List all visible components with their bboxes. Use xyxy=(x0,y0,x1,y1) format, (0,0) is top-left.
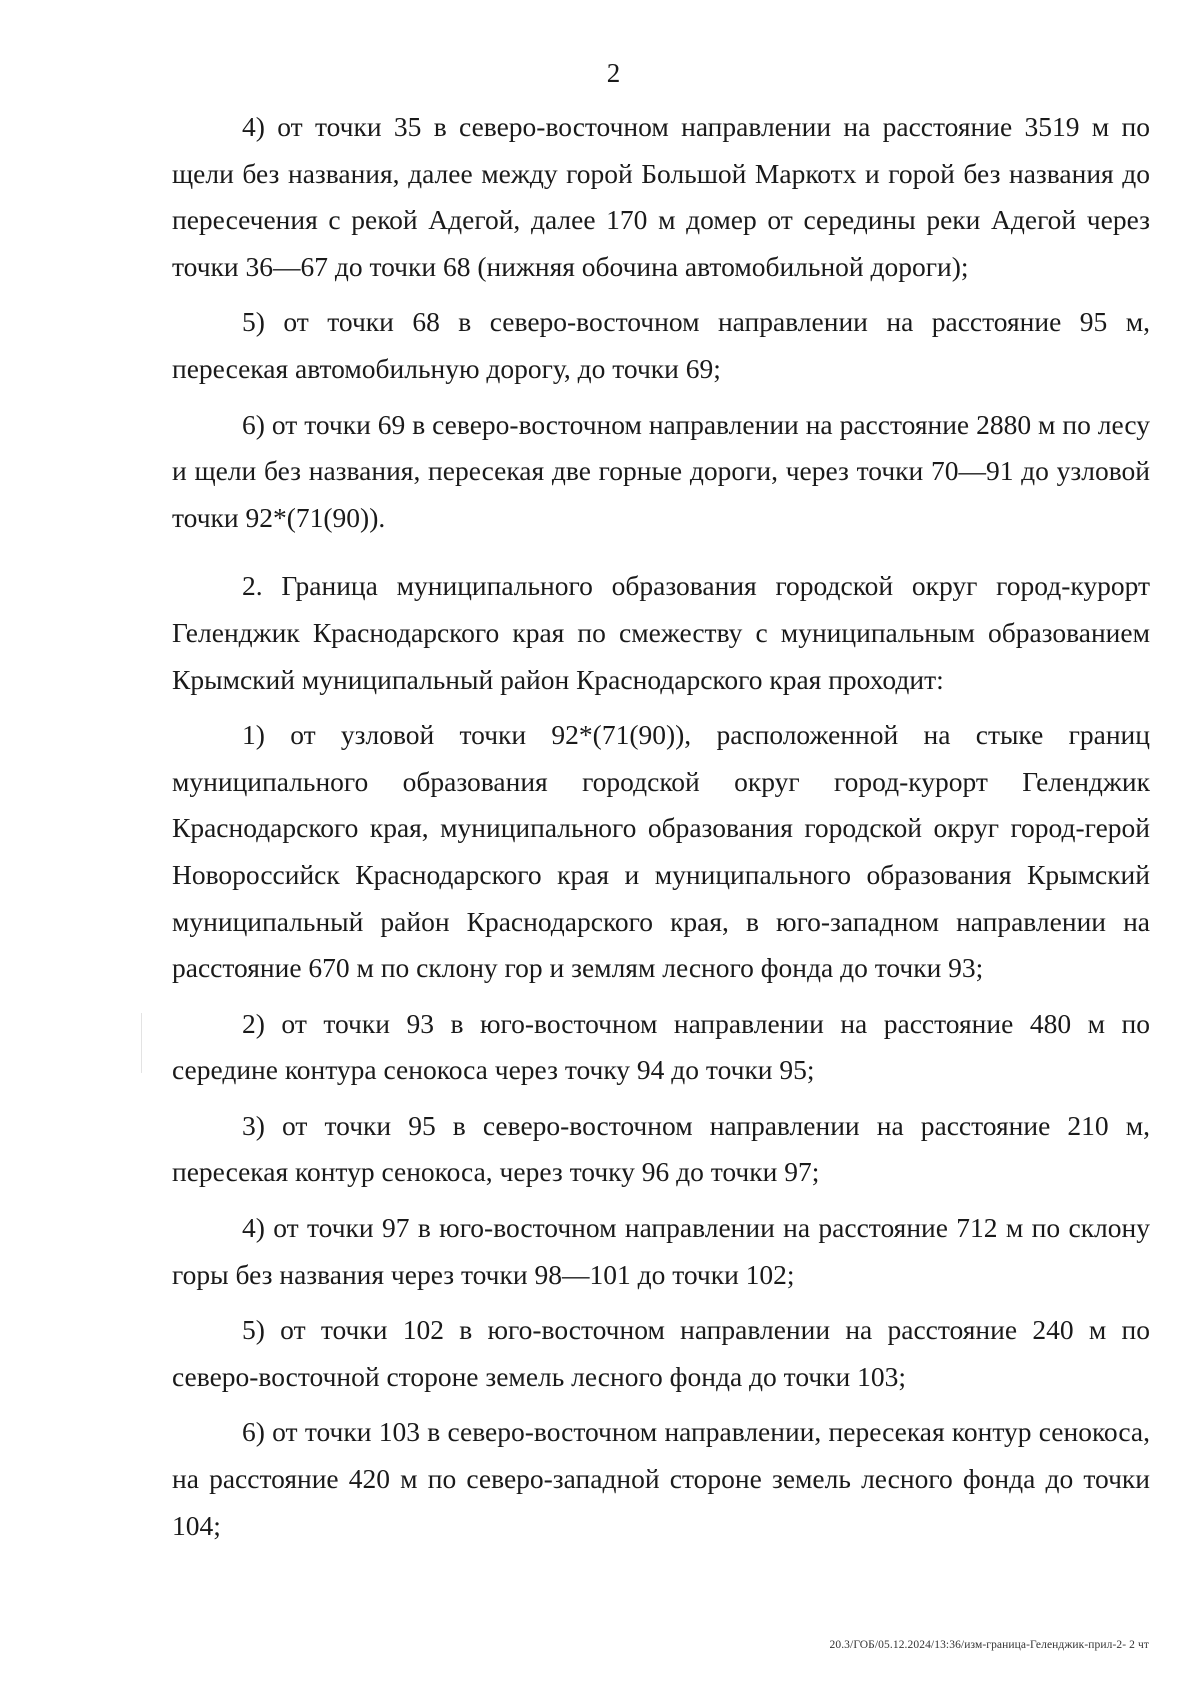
paragraph-item-1-point-92: 1) от узловой точки 92*(71(90)), расположенной на стыке границ муниципального образования городской округ город-курорт Геленджик Краснодарского края, муниципального образования городской округ город-герой Новороссийск Краснодарского края и муниципального образования Крымский муниципальный район Краснодарского края, в юго-западном направлении на расстояние 670 м по склону гор и землям лесного фонда до точки 93; xyxy=(172,719,1150,984)
page-number: 2 xyxy=(606,58,621,88)
paragraph-item-5-point-102: 5) от точки 102 в юго-восточном направлении на расстояние 240 м по северо-восточной стороне земель лесного фонда до точки 103; xyxy=(172,1314,1150,1392)
paragraph-item-6-point-69: 6) от точки 69 в северо-восточном направлении на расстояние 2880 м по лесу и щели без названия, пересекая две горные дороги, через точки 70—91 до узловой точки 92*(71(90)). xyxy=(172,408,1150,533)
paragraph-item-2-point-93: 2) от точки 93 в юго-восточном направлении на расстояние 480 м по середине контура сенокоса через точку 94 до точки 95; xyxy=(172,1007,1150,1086)
paragraph-item-4-point-97: 4) от точки 97 в юго-восточном направлении на расстояние 712 м по склону горы без названия через точки 98—101 до точки 102; xyxy=(172,1212,1150,1290)
scan-margin-mark xyxy=(141,1013,142,1073)
paragraph-item-3-point-95: 3) от точки 95 в северо-восточном направлении на расстояние 210 м, пересекая контур сенокоса, через точку 96 до точки 97; xyxy=(172,1109,1150,1188)
document-body xyxy=(172,104,1150,1549)
paragraph-item-4-point-35: 4) от точки 35 в северо-восточном направлении на расстояние 3519 м по щели без названия, далее между горой Большой Маркотх и горой без названия до пересечения с рекой Адегой, далее 170 м домер от середины реки Адегой через точки 36—67 до точки 68 (нижняя обочина автомобильной дороги); xyxy=(172,111,1150,282)
document-footer-stamp: 20.3/ГОБ/05.12.2024/13:36/изм-граница-Геленджик-прил-2- 2 чт xyxy=(829,1639,1149,1651)
section-2-heading-paragraph: 2. Граница муниципального образования городской округ город-курорт Геленджик Краснодарского края по смежеству с муниципальным образованием Крымский муниципальный район Краснодарского края проходит: xyxy=(172,570,1150,695)
paragraph-item-6-point-103: 6) от точки 103 в северо-восточном направлении, пересекая контур сенокоса, на расстояние 420 м по северо-западной стороне земель лесного фонда до точки 104; xyxy=(172,1416,1150,1541)
paragraph-item-5-point-68: 5) от точки 68 в северо-восточном направлении на расстояние 95 м, пересекая автомобильную дорогу, до точки 69; xyxy=(172,306,1150,384)
